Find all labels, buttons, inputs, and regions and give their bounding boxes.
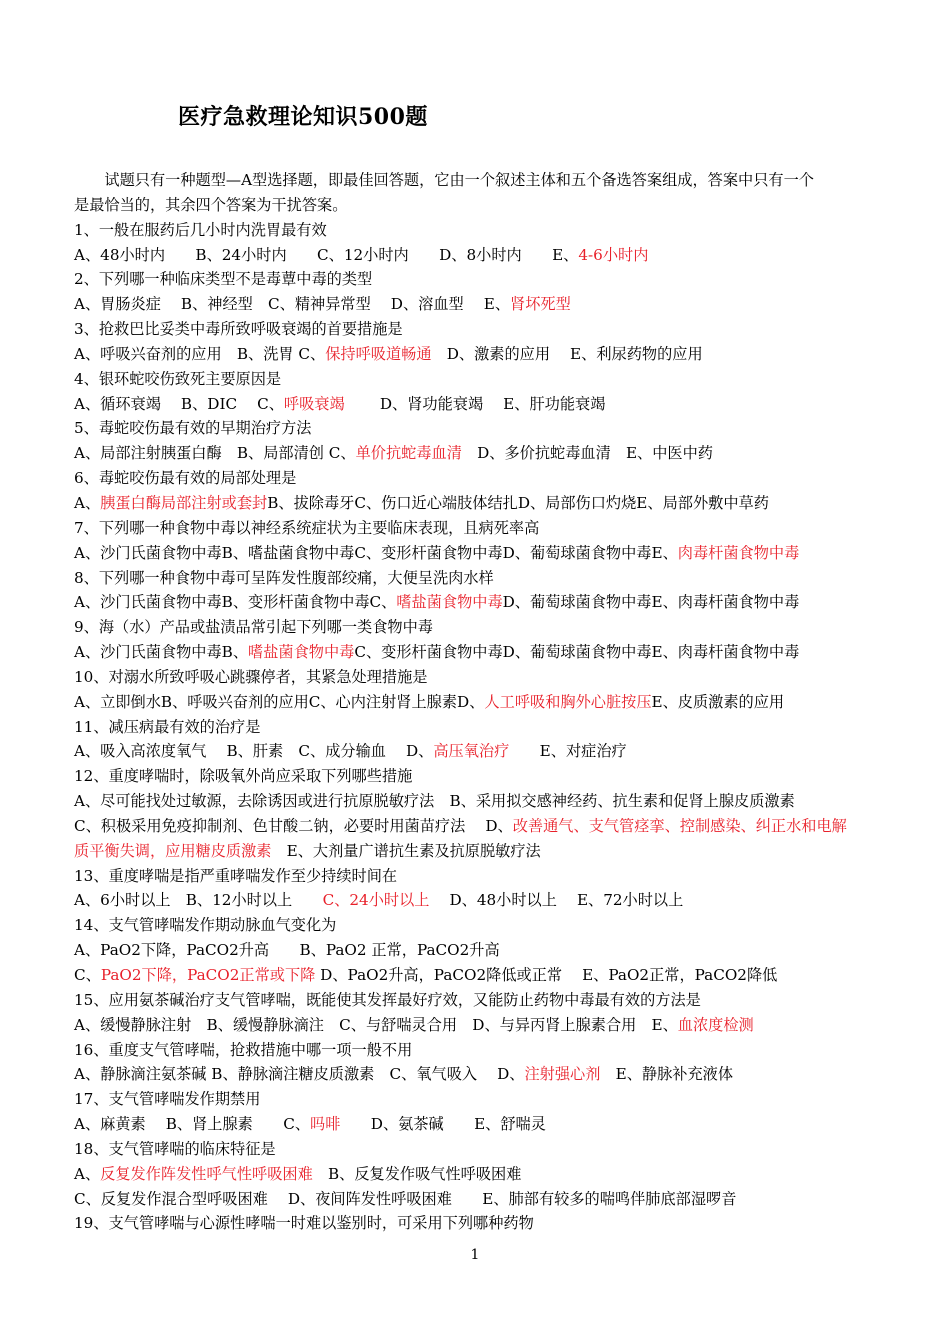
text-segment: C、变形杆菌食物中毒D、葡萄球菌食物中毒E、肉毒杆菌食物中毒 <box>354 643 800 662</box>
text-segment: B、神经型 <box>160 295 253 314</box>
text-segment: D、 <box>477 1065 525 1084</box>
text-segment: A、48小时内 <box>74 245 166 264</box>
text-line: 1、一般在服药后几小时内洗胃最有效 <box>74 220 327 239</box>
correct-answer: 改善通气、支气管痉挛、控制感染、纠正水和电解 <box>512 816 847 835</box>
text-line: 13、重度哮喘是指严重哮喘发作至少持续时间在 <box>74 866 398 885</box>
text-line: 是最恰当的，其余四个答案为干扰答案。 <box>74 195 348 214</box>
text-line: 12、重度哮喘时，除吸氧外尚应采取下列哪些措施 <box>74 767 413 786</box>
text-segment: D、葡萄球菌食物中毒E、肉毒杆菌食物中毒 <box>502 593 800 612</box>
correct-answer: 嗜盐菌食物中毒 <box>248 643 355 662</box>
text-line: 9、海（水）产品或盐渍品常引起下列哪一类食物中毒 <box>74 618 433 637</box>
text-line <box>74 739 880 764</box>
text-segment: C、与舒喘灵合用 <box>323 1015 458 1034</box>
text-line <box>74 1062 880 1087</box>
correct-answer: 高压氧治疗 <box>433 742 510 761</box>
page-number: 1 <box>470 1247 480 1263</box>
text-line: C、反复发作混合型呼吸困难 D、夜间阵发性呼吸困难 E、肺部有较多的喘鸣伴肺底部湿啰音 <box>74 1189 737 1208</box>
text-segment <box>292 891 322 909</box>
text-segment: E、 <box>636 1015 678 1034</box>
correct-answer: 反复发作阵发性呼气性呼吸困难 <box>100 1164 313 1183</box>
text-line: 3、抢救巴比妥类中毒所致呼吸衰竭的首要措施是 <box>74 320 403 339</box>
text-line <box>74 640 880 665</box>
correct-answer: 保持呼吸道畅通 <box>325 344 432 363</box>
correct-answer: 呼吸衰竭 <box>283 394 345 413</box>
text-segment: E、大剂量广谱抗生素及抗原脱敏疗法 <box>271 841 541 860</box>
text-line <box>74 690 880 715</box>
text-line: 14、支气管哮喘发作期动脉血气变化为 <box>74 916 337 935</box>
text-segment: E、肝功能衰竭 <box>483 394 606 413</box>
text-line: 16、重度支气管哮喘，抢救措施中哪一项一般不用 <box>74 1040 413 1059</box>
text-line: 6、毒蛇咬伤最有效的局部处理是 <box>74 469 297 488</box>
text-segment: E、皮质激素的应用 <box>651 692 785 711</box>
text-segment: A、缓慢静脉注射 <box>74 1015 192 1034</box>
text-line: A、PaO2下降，PaCO2升高 B、PaO2 正常，PaCO2升高 <box>74 941 500 960</box>
text-line <box>74 1162 880 1187</box>
text-segment: A、循环衰竭 <box>74 394 161 413</box>
text-segment: D、48小时以上 <box>429 891 557 910</box>
text-segment: E、72小时以上 <box>556 891 684 910</box>
text-segment: D、与异丙肾上腺素合用 <box>457 1015 637 1034</box>
text-segment: C、精神异常型 <box>252 295 371 314</box>
text-segment: E、中医中药 <box>610 444 713 463</box>
text-line <box>74 888 880 913</box>
text-segment: B、拔除毒牙C、伤口近心端肢体结扎D、局部伤口灼烧E、局部外敷中草药 <box>267 493 769 512</box>
page-title: 医疗急救理论知识500题 <box>178 104 428 130</box>
correct-answer: 吗啡 <box>310 1115 341 1134</box>
text-segment: A、沙门氏菌食物中毒B、嗜盐菌食物中毒C、变形杆菌食物中毒D、葡萄球菌食物中毒E、 <box>74 543 678 562</box>
text-line: 18、支气管哮喘的临床特征是 <box>74 1139 276 1158</box>
text-line <box>74 814 880 839</box>
text-line: 10、对溺水所致呼吸心跳骤停者，其紧急处理措施是 <box>74 667 428 686</box>
text-line <box>74 839 880 864</box>
text-line <box>74 541 880 566</box>
text-segment: A、吸入高浓度氧气 <box>74 742 207 761</box>
text-segment: C、氧气吸入 <box>374 1065 478 1084</box>
text-segment: A、局部注射胰蛋白酶 <box>74 444 222 463</box>
text-line: 2、下列哪一种临床类型不是毒蕈中毒的类型 <box>74 270 373 289</box>
text-segment: A、立即倒水B、呼吸兴奋剂的应用C、心内注射肾上腺素D、 <box>74 692 485 711</box>
text-segment: A、沙门氏菌食物中毒B、 <box>74 643 249 662</box>
text-segment: B、肾上腺素 <box>145 1115 253 1134</box>
text-line <box>74 491 880 516</box>
text-segment: B、肝素 <box>206 742 284 761</box>
correct-answer: 肾坏死型 <box>510 295 571 314</box>
text-segment: C、 <box>237 394 284 413</box>
text-segment: D、氨茶碱 <box>340 1115 444 1134</box>
correct-answer: 质平衡失调，应用糖皮质激素 <box>74 841 272 860</box>
text-segment: A、 <box>74 1164 101 1183</box>
text-segment: D、 <box>385 742 434 761</box>
document-body <box>74 168 880 1236</box>
text-segment: B、反复发作吸气性呼吸困难 <box>312 1164 522 1183</box>
text-line: 试题只有一种题型—A型选择题，即最佳回答题，它由一个叙述主体和五个备选答案组成，答案中只有一个 <box>74 171 814 189</box>
text-segment: A、呼吸兴奋剂的应用 <box>74 344 222 363</box>
text-segment: B、局部清创 <box>221 444 329 463</box>
text-line <box>74 243 880 268</box>
text-segment: C、 <box>298 344 326 363</box>
text-segment: C、成分输血 <box>283 742 386 761</box>
text-line: 7、下列哪一种食物中毒以神经系统症状为主要临床表现，且病死率高 <box>74 518 540 537</box>
correct-answer: 胰蛋白酶局部注射或套封 <box>100 493 268 512</box>
text-line: A、尽可能找处过敏源，去除诱因或进行抗原脱敏疗法 B、采用拟交感神经药、抗生素和促肾上腺皮质激素 <box>74 792 795 811</box>
text-line <box>74 292 880 317</box>
text-segment: E、对症治疗 <box>509 742 627 761</box>
text-segment: A、静脉滴注氨茶碱 <box>74 1065 212 1084</box>
correct-answer: 4-6小时内 <box>578 245 649 264</box>
text-segment: B、洗胃 <box>221 344 299 363</box>
text-segment: E、静脉补充液体 <box>600 1065 734 1084</box>
text-line: 17、支气管哮喘发作期禁用 <box>74 1090 261 1109</box>
text-segment: D、PaO2升高，PaCO2降低或正常 <box>315 966 563 984</box>
text-segment: E、 <box>463 295 511 314</box>
text-segment: C、 <box>252 1115 311 1134</box>
text-segment: D、溶血型 <box>370 295 464 314</box>
text-line: 4、银环蛇咬伤致死主要原因是 <box>74 369 282 388</box>
correct-answer: 血浓度检测 <box>677 1015 754 1034</box>
text-line: 15、应用氨茶碱治疗支气管哮喘，既能使其发挥最好疗效，又能防止药物中毒最有效的方法是 <box>74 990 701 1009</box>
correct-answer: 肉毒杆菌食物中毒 <box>677 543 800 562</box>
correct-answer: PaO2下降，PaCO2正常或下降 <box>100 966 316 984</box>
text-segment: D、多价抗蛇毒血清 <box>461 444 611 463</box>
text-segment: E、舒喘灵 <box>443 1115 546 1134</box>
text-segment: B、DIC <box>160 394 238 413</box>
text-line <box>74 590 880 615</box>
text-segment: E、PaO2正常，PaCO2降低 <box>562 966 778 984</box>
text-segment: A、胃肠炎症 <box>74 295 161 314</box>
text-segment: D、激素的应用 <box>431 344 551 363</box>
text-segment: A、6小时以上 <box>74 891 171 910</box>
text-segment: C、积极采用免疫抑制剂、色甘酸二钠，必要时用菌苗疗法 D、 <box>74 816 513 835</box>
text-segment: B、静脉滴注糖皮质激素 <box>211 1065 375 1084</box>
text-segment: C、 <box>328 444 356 463</box>
correct-answer: 单价抗蛇毒血清 <box>355 444 462 463</box>
text-line: 5、毒蛇咬伤最有效的早期治疗方法 <box>74 419 312 438</box>
text-segment: E、利尿药物的应用 <box>550 344 703 363</box>
text-segment: E、 <box>521 245 579 264</box>
text-line <box>74 963 880 988</box>
correct-answer: C、24小时以上 <box>322 891 430 910</box>
text-line: 8、下列哪一种食物中毒可呈阵发性腹部绞痛，大便呈洗肉水样 <box>74 568 494 587</box>
correct-answer: 注射强心剂 <box>524 1065 601 1084</box>
correct-answer: 人工呼吸和胸外心脏按压 <box>484 692 652 711</box>
text-line <box>74 1013 880 1038</box>
text-segment: A、 <box>74 493 101 512</box>
text-line <box>74 342 880 367</box>
text-segment: D、肾功能衰竭 <box>344 394 484 413</box>
text-segment: B、12小时以上 <box>170 891 293 910</box>
text-segment: D、8小时内 <box>408 245 522 264</box>
correct-answer: 嗜盐菌食物中毒 <box>396 593 503 612</box>
text-segment: A、麻黄素 <box>74 1115 146 1134</box>
text-line: 19、支气管哮喘与心源性哮喘一时难以鉴别时，可采用下列哪种药物 <box>74 1214 534 1233</box>
text-segment: B、24小时内 <box>165 245 287 264</box>
text-segment: C、 <box>74 966 101 984</box>
text-line <box>74 392 880 417</box>
text-segment: A、沙门氏菌食物中毒B、变形杆菌食物中毒C、 <box>74 593 397 612</box>
text-line <box>74 1112 880 1137</box>
text-line <box>74 441 880 466</box>
text-segment: C、12小时内 <box>286 245 409 264</box>
text-line: 11、减压病最有效的治疗是 <box>74 717 261 736</box>
text-segment: B、缓慢静脉滴注 <box>191 1015 324 1034</box>
